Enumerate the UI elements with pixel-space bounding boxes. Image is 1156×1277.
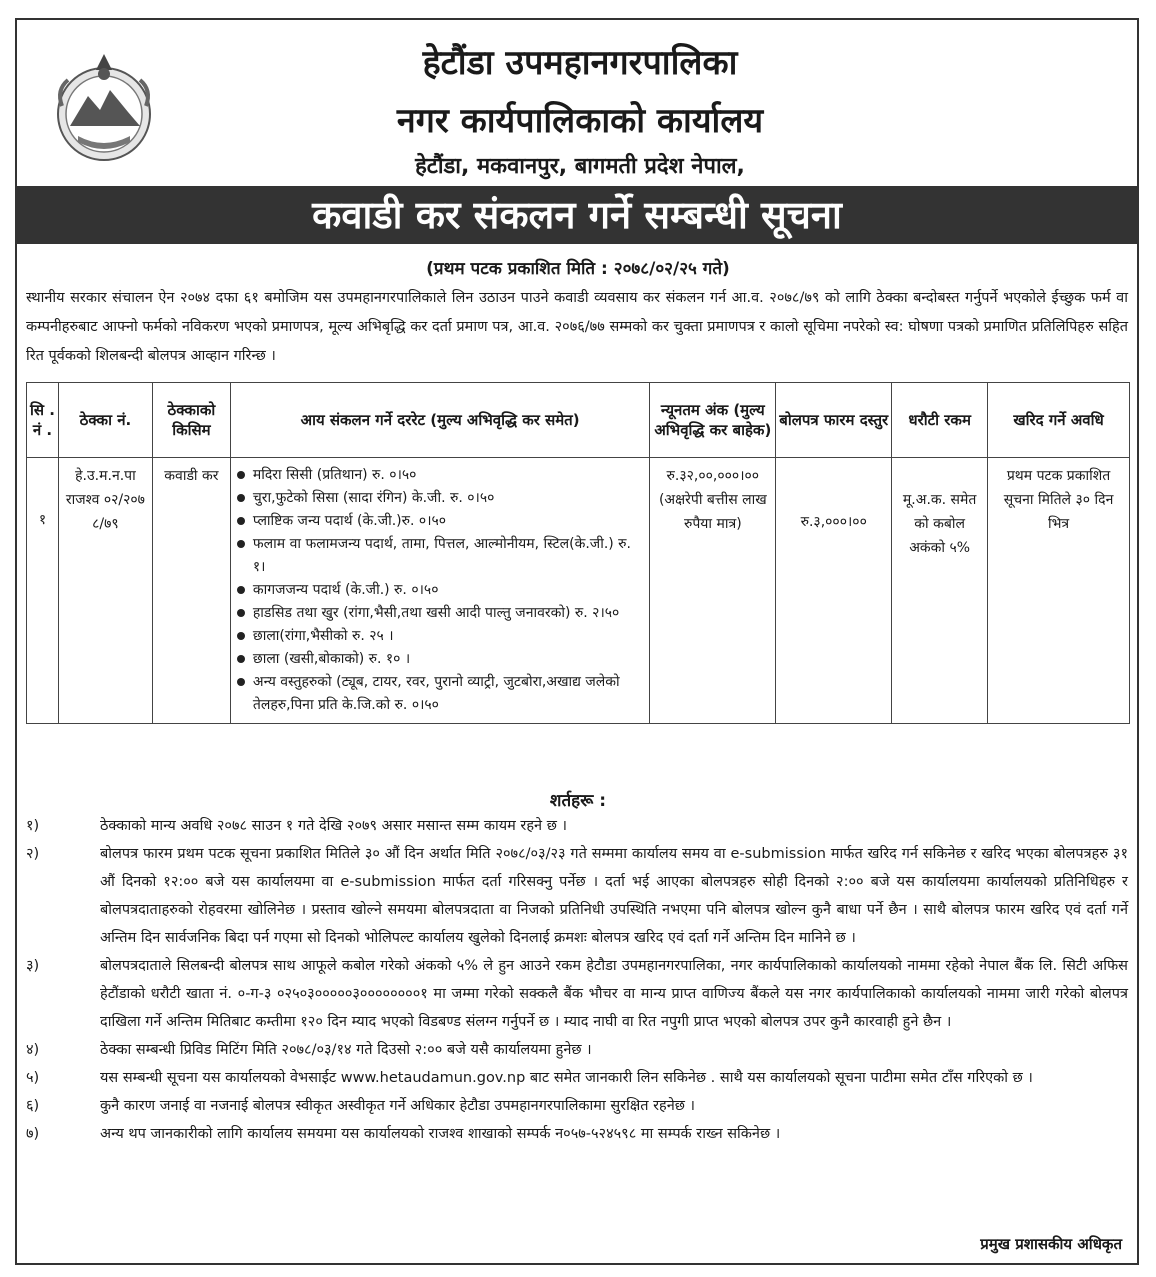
condition-number: ५) <box>26 1070 40 1086</box>
nepal-emblem-icon <box>48 50 160 170</box>
list-item <box>235 625 645 648</box>
list-item <box>20 1120 1128 1148</box>
list-item <box>235 671 645 717</box>
min-amount-words: (अक्षरेपी बत्तीस लाख रुपैया मात्र) <box>658 492 767 532</box>
col-header-sn: सि . नं . <box>27 383 59 458</box>
bullet-icon <box>237 655 245 663</box>
cell-sn <box>27 458 59 724</box>
condition-number: १) <box>26 818 40 834</box>
col-header-form-fee: बोलपत्र फारम दस्तुर <box>776 383 892 458</box>
list-item <box>235 464 645 487</box>
condition-number: ६) <box>26 1098 40 1114</box>
bullet-icon <box>237 609 245 617</box>
rate-text: हाडसिड तथा खुर (रांगा,भैसी,तथा खसी आदी पाल्तु जनावरको) रु. २।५० <box>252 605 620 621</box>
bullet-icon <box>237 517 245 525</box>
condition-number: २) <box>26 846 40 862</box>
notice-title: कवाडी कर संकलन गर्ने सम्बन्धी सूचना <box>17 186 1137 244</box>
conditions-list <box>20 812 1128 1148</box>
municipality-name: हेटौंडा उपमहानगरपालिका <box>422 43 738 83</box>
condition-text: ठेक्का सम्बन्धी प्रिविड मिटिंग मिति २०७८/०३/१४ गते दिउसो २:०० बजे यसै कार्यालयमा हुनेछ । <box>100 1042 592 1058</box>
bullet-icon <box>237 540 245 548</box>
bullet-icon <box>237 471 245 479</box>
list-item <box>20 840 1128 952</box>
rate-text: छाला (खसी,बोकाको) रु. १० । <box>252 651 411 667</box>
sn-value: १ <box>38 512 47 528</box>
tender-table <box>26 382 1130 724</box>
rate-text: मदिरा सिसी (प्रतिथान) रु. ०।५० <box>252 467 417 483</box>
col-header-min-amount: न्यूनतम अंक (मुल्य अभिवृद्धि कर बाहेक) <box>650 383 776 458</box>
col-header-contract-no: ठेक्का नं. <box>58 383 152 458</box>
col-header-rates: आय संकलन गर्ने दररेट (मुल्य अभिवृद्धि कर समेत) <box>230 383 649 458</box>
condition-text: कुनै कारण जनाई वा नजनाई बोलपत्र स्वीकृत अस्वीकृत गर्ने अधिकार हेटौडा उपमहानगरपालिकामा सुरक्षित रहनेछ । <box>100 1098 696 1114</box>
condition-number: ७) <box>26 1126 40 1142</box>
list-item <box>235 487 645 510</box>
publication-date: (प्रथम पटक प्रकाशित मिति : २०७८/०२/२५ गते) <box>426 259 730 279</box>
cell-purchase-period: प्रथम पटक प्रकाशित सूचना मितिले ३० दिन भित्र <box>988 458 1130 724</box>
list-item <box>20 812 1128 840</box>
rate-text: प्लाष्टिक जन्य पदार्थ (के.जी.)रु. ०।५० <box>252 513 447 529</box>
condition-text: यस सम्बन्धी सूचना यस कार्यालयको वेभसाईट www.hetaudamun.gov.np बाट समेत जानकारी लिन सकिनेछ . साथै यस कार्यालयको सूचना पाटीमा समेत टाँस गरिएको छ । <box>100 1070 1033 1086</box>
bullet-icon <box>237 494 245 502</box>
bullet-icon <box>237 632 245 640</box>
list-item <box>20 1064 1128 1092</box>
cell-contract-no: हे.उ.म.न.पा राजश्व ०२/२०७ ८/७९ <box>58 458 152 724</box>
condition-text: बोलपत्र फारम प्रथम पटक सूचना प्रकाशित मितिले ३० औं दिन अर्थात मिति २०७८/०३/२३ गते सम्ममा कार्यालय समय वा e-submission मार्फत खरिद गर्न सकिनेछ र खरिद भएका बोलपत्रहरु ३१ औं दिनको १२:०० बजे यस कार्यालयमा वा e-submission मार्फत दर्ता गरिसक्नु पर्नेछ । दर्ता भई आएका बोलपत्रहरु सोही दिनको २:०० बजे यस कार्यालयमा कार्यालयको प्रतिनिधिहरु र बोलपत्रदाताहरुको रोहवरमा खोलिनेछ । प्रस्ताव खोल्ने समयमा बोलपत्रदाता वा निजको प्रतिनिधी उपस्थिति नभएमा पनि बोलपत्र खोल्न कुनै बाधा पर्ने छैन । साथै बोलपत्र फारम खरिद एवं दर्ता गर्ने अन्तिम दिन सार्वजनिक बिदा पर्न गएमा सो दिनको भोलिपल्ट कार्यालय खुलेको दिनलाई क्रमशः बोलपत्र खरिद एवं दर्ता गर्ने अन्तिम दिन मानिने छ । <box>100 846 1128 946</box>
cell-form-fee <box>776 458 892 724</box>
min-amount-value: रु.३२,००,०००।०० <box>666 468 760 484</box>
list-item <box>20 1036 1128 1064</box>
rate-text: अन्य वस्तुहरुको (ट्यूब, टायर, रवर, पुरानो व्याट्री, जुटबोरा,अखाद्य जलेको तेलहरु,पिना प्रति के.जि.को रु. ०।५० <box>252 674 620 713</box>
rate-text: छाला(रांगा,भैसीको रु. २५ । <box>252 628 394 644</box>
bullet-icon <box>237 586 245 594</box>
intro-paragraph: स्थानीय सरकार संचालन ऐन २०७४ दफा ६१ बमोजिम यस उपमहानगरपालिकाले लिन उठाउन पाउने कवाडी व्यवसाय कर संकलन गर्न आ.व. २०७८/७९ को लागि ठेक्का बन्दोबस्त गर्नुपर्ने भएकोले ईच्छुक फर्म वा कम्पनीहरुबाट आफ्नो फर्मको नविकरण भएको प्रमाणपत्र, मूल्य अभिबृद्धि कर दर्ता प्रमाण पत्र, आ.व. २०७६/७७ सम्मको कर चुक्ता प्रमाणपत्र र कालो सूचिमा नपरेको स्व: घोषणा पत्रको प्रमाणित प्रतिलिपिहरु सहित रित पूर्वकको शिलबन्दी बोलपत्र आव्हान गरिन्छ । <box>26 290 1128 364</box>
condition-text: अन्य थप जानकारीको लागि कार्यालय समयमा यस कार्यालयको राजश्व शाखाको सम्पर्क न०५७-५२४५९८ मा सम्पर्क राख्न सकिनेछ । <box>100 1126 781 1142</box>
cell-min-amount <box>650 458 776 724</box>
table-row <box>27 458 1130 724</box>
signature-title: प्रमुख प्रशासकीय अधिकृत <box>980 1235 1122 1253</box>
office-address: हेटौंडा, मकवानपुर, बागमती प्रदेश नेपाल, <box>415 154 745 179</box>
office-name: नगर कार्यपालिकाको कार्यालय <box>396 101 764 141</box>
list-item <box>235 648 645 671</box>
list-item <box>20 1092 1128 1120</box>
deposit-value: मू.अ.क. समेत को कबोल अकंको ५% <box>902 492 977 556</box>
condition-number: ३) <box>26 958 40 974</box>
col-header-deposit: धरौटी रकम <box>892 383 988 458</box>
conditions-title: शर्तहरू : <box>549 791 607 811</box>
cell-deposit <box>892 458 988 724</box>
condition-text: बोलपत्रदाताले सिलबन्दी बोलपत्र साथ आफूले कबोल गरेको अंकको ५% ले हुन आउने रकम हेटौडा उपमहानगरपालिका, नगर कार्यपालिकाको कार्यालयको नाममा रहेको नेपाल बैंक लि. सिटी अफिस हेटौंडाको धरौटी खाता नं. ०-ग-३ ०२५०३०००००३००००००००१ मा जम्मा गरेको सक्कलै बैंक भौचर वा मान्य प्राप्त वाणिज्य बैंकले यस नगर कार्यपालिकाको कार्यालयको नाममा जारी गरेको बोलपत्र दाखिला गर्ने अन्तिम मितिबाट कम्तीमा १२० दिन म्याद भएको विडबण्ड संलग्न गर्नुपर्ने छ । म्याद नाघी वा रित नपुगी प्राप्त भएको बोलपत्र उपर कुनै कारवाही हुने छैन । <box>100 958 1128 1030</box>
cell-type: कवाडी कर <box>152 458 230 724</box>
col-header-purchase-period: खरिद गर्ने अवधि <box>988 383 1130 458</box>
list-item <box>235 533 645 579</box>
list-item <box>20 952 1128 1036</box>
form-fee-value: रु.३,०००।०० <box>800 514 867 530</box>
condition-number: ४) <box>26 1042 40 1058</box>
list-item <box>235 579 645 602</box>
list-item <box>235 510 645 533</box>
rate-text: फलाम वा फलामजन्य पदार्थ, तामा, पित्तल, आल्मोनीयम, स्टिल(के.जी.) रु. १। <box>252 536 632 575</box>
col-header-type: ठेक्काको किसिम <box>152 383 230 458</box>
condition-text: ठेक्काको मान्य अवधि २०७८ साउन १ गते देखि २०७९ असार मसान्त सम्म कायम रहने छ । <box>100 818 567 834</box>
bullet-icon <box>237 678 245 686</box>
rate-text: चुरा,फुटेको सिसा (सादा रंगिन) के.जी. रु. ०।५० <box>252 490 495 506</box>
rates-list <box>235 464 645 717</box>
table-header-row <box>27 383 1130 458</box>
list-item <box>235 602 645 625</box>
rate-text: कागजजन्य पदार्थ (के.जी.) रु. ०।५० <box>252 582 439 598</box>
cell-rates <box>230 458 649 724</box>
